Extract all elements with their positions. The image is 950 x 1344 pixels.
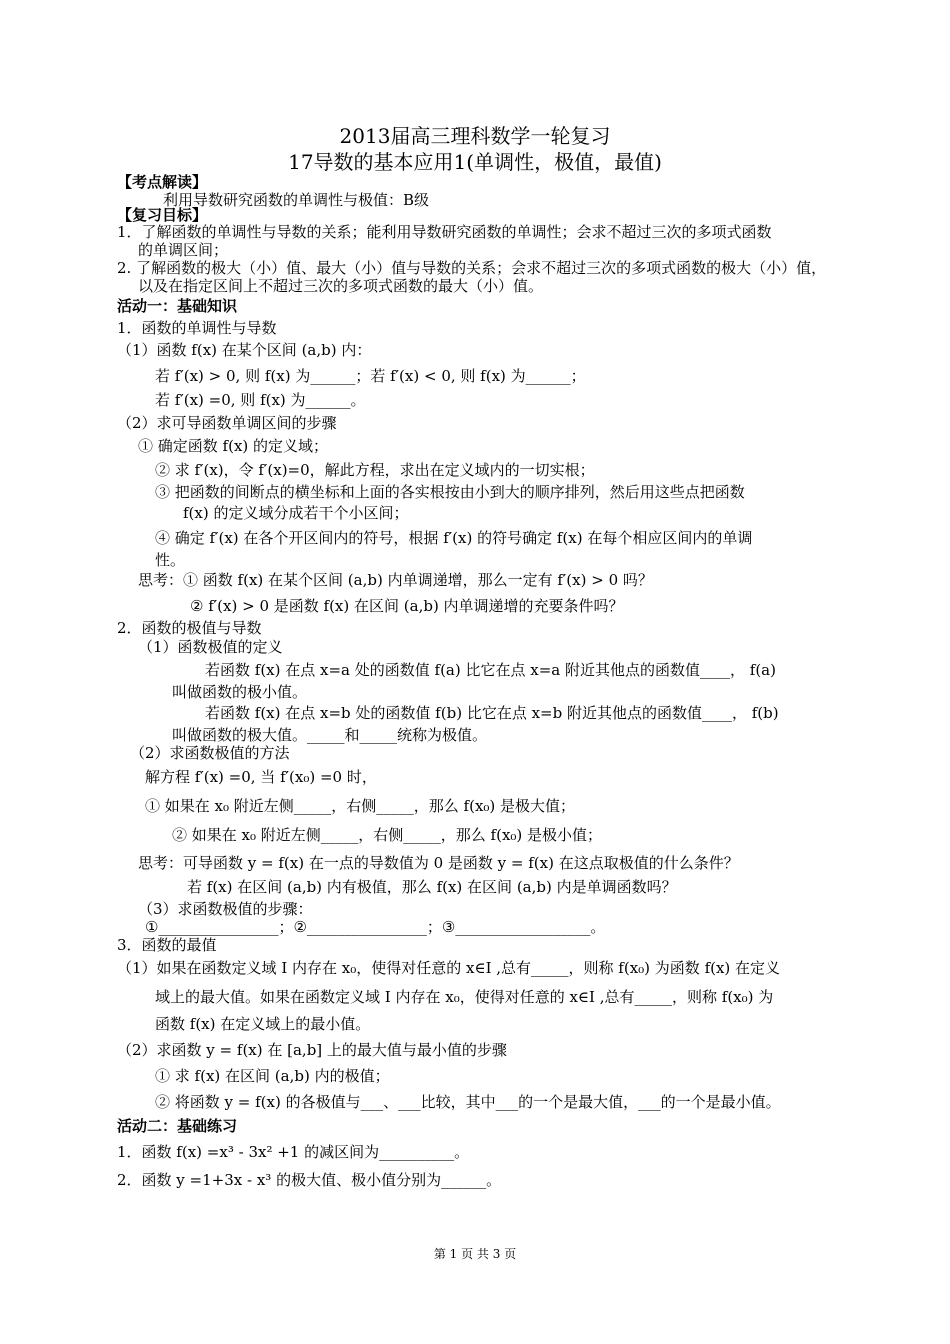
text-line: ①________________；②________________；③__________________。 <box>145 918 606 936</box>
text-line: ② f′(x) > 0 是函数 f(x) 在区间 (a,b) 内单调递增的充要条件吗？ <box>190 597 624 615</box>
text-line: 1．了解函数的单调性与导数的关系；能利用导数研究函数的单调性；会求不超过三次的多项式函数 <box>117 223 772 241</box>
text-line: 1．函数的单调性与导数 <box>117 319 277 337</box>
text-line: 若函数 f(x) 在点 x=a 处的函数值 f(a) 比它在点 x=a 附近其他点的函数值____， f(a) <box>205 661 776 679</box>
section-heading: 【复习目标】 <box>117 206 208 224</box>
text-line: （1）函数极值的定义 <box>138 638 283 656</box>
text-line: 若 f′(x) =0, 则 f(x) 为______。 <box>155 391 366 409</box>
text-line: ① 求 f(x) 在区间 (a,b) 内的极值； <box>155 1067 390 1085</box>
section-heading: 【考点解读】 <box>117 173 208 191</box>
text-line: 思考：① 函数 f(x) 在某个区间 (a,b) 内单调递增，那么一定有 f′(x) > 0 吗？ <box>138 571 653 589</box>
text-line: 解方程 f′(x) =0, 当 f′(x₀) =0 时， <box>145 768 377 786</box>
text-line: ① 如果在 x₀ 附近左侧_____，右侧_____，那么 f(x₀) 是极大值； <box>145 797 576 815</box>
text-line: 利用导数研究函数的单调性与极值：B级 <box>163 191 430 209</box>
section-heading: 活动一：基础知识 <box>117 297 238 315</box>
text-line: 3．函数的最值 <box>117 936 217 954</box>
text-line: 若 f(x) 在区间 (a,b) 内有极值，那么 f(x) 在区间 (a,b) 内是单调函数吗？ <box>187 878 677 896</box>
section-heading: 活动二：基础练习 <box>117 1117 238 1135</box>
text-line: ② 将函数 y = f(x) 的各极值与___、___比较，其中___的一个是最大值，___的一个是最小值。 <box>155 1093 781 1111</box>
text-line: 性。 <box>155 551 186 569</box>
text-line: 以及在指定区间上不超过三次的多项式函数的最大（小）值。 <box>138 277 544 295</box>
text-line: （3）求函数极值的步骤： <box>138 900 313 918</box>
text-line: 叫做函数的极大值。_____和_____统称为极值。 <box>172 726 488 744</box>
text-line: 2．函数的极值与导数 <box>117 619 262 637</box>
exercise-line: 1．函数 f(x) =x³ - 3x² +1 的减区间为__________。 <box>117 1143 470 1161</box>
text-line: ④ 确定 f′(x) 在各个开区间内的符号，根据 f′(x) 的符号确定 f(x) 在每个相应区间内的单调 <box>155 529 753 547</box>
text-line: （1）函数 f(x) 在某个区间 (a,b) 内： <box>117 341 372 359</box>
text-line: ① 确定函数 f(x) 的定义域； <box>138 437 329 455</box>
text-line: 若函数 f(x) 在点 x=b 处的函数值 f(b) 比它在点 x=b 附近其他点的函数值____， f(b) <box>205 704 779 722</box>
text-line: 函数 f(x) 在定义域上的最小值。 <box>155 1015 371 1033</box>
text-line: 叫做函数的极小值。 <box>172 683 308 701</box>
text-line: f(x) 的定义域分成若干个小区间； <box>183 504 409 522</box>
text-line: （2）求可导函数单调区间的步骤 <box>117 414 337 432</box>
title-line-2: 17导数的基本应用1(单调性，极值，最值) <box>288 150 662 174</box>
text-line: ② 如果在 x₀ 附近左侧_____，右侧_____，那么 f(x₀) 是极小值； <box>172 826 603 844</box>
text-line: （2）求函数 y = f(x) 在 [a,b] 上的最大值与最小值的步骤 <box>117 1041 507 1059</box>
page-footer: 第 1 页 共 3 页 <box>433 1247 517 1261</box>
exercise-line: 2．函数 y =1+3x - x³ 的极大值、极小值分别为______。 <box>117 1171 502 1189</box>
text-line: （1）如果在函数定义域 I 内存在 x₀，使得对任意的 x∈I ,总有_____，则称 f(x₀) 为函数 f(x) 在定义 <box>117 959 781 977</box>
text-line: ③ 把函数的间断点的横坐标和上面的各实根按由小到大的顺序排列，然后用这些点把函数 <box>155 483 745 501</box>
text-line: 2. 了解函数的极大（小）值、最大（小）值与导数的关系；会求不超过三次的多项式函数的极大（小）值， <box>117 259 827 277</box>
text-line: 若 f′(x) > 0, 则 f(x) 为______；若 f′(x) < 0, 则 f(x) 为______； <box>155 367 586 385</box>
title-line-1: 2013届高三理科数学一轮复习 <box>339 124 611 148</box>
text-line: ② 求 f′(x)，令 f′(x)=0，解此方程，求出在定义域内的一切实根； <box>155 461 595 479</box>
text-line: 域上的最大值。如果在函数定义域 I 内存在 x₀，使得对任意的 x∈I ,总有_____，则称 f(x₀) 为 <box>155 988 774 1006</box>
text-line: （2）求函数极值的方法 <box>130 744 290 762</box>
text-line: 的单调区间； <box>138 241 229 259</box>
text-line: 思考：可导函数 y = f(x) 在一点的导数值为 0 是函数 y = f(x) 在这点取极值的什么条件？ <box>138 854 739 872</box>
